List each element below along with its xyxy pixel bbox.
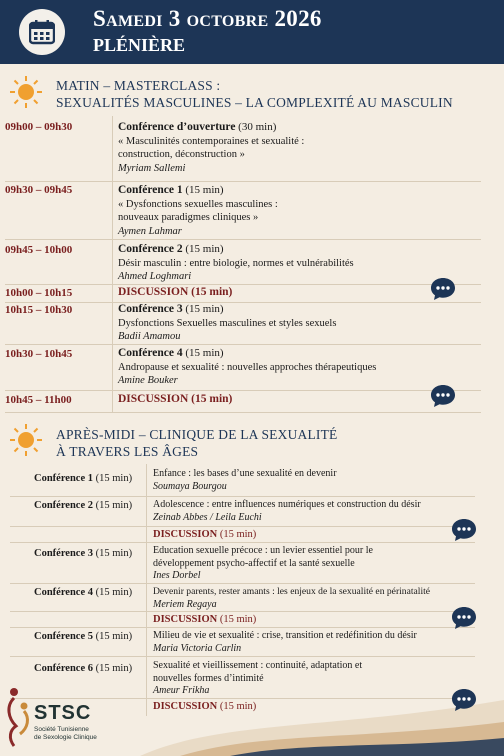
session-title: Conférence 3 — [118, 303, 183, 315]
session-line: Milieu de vie et sexualité : crise, transition et redéfinition du désir — [153, 630, 417, 641]
calendar-icon — [19, 9, 65, 55]
session-title: Conférence 2 — [118, 243, 183, 255]
time-slot: 09h00 – 09h30 — [5, 121, 73, 133]
session-duration: (30 min) — [235, 121, 277, 133]
morning-title-line2: SEXUALITÉS MASCULINES – LA COMPLEXITÉ AU MASCULIN — [56, 95, 453, 110]
session-line: Adolescence : entre influences numériques et construction du désir — [153, 499, 421, 510]
speaker-name: Aymen Lahmar — [118, 225, 182, 237]
chat-bubble-icon — [430, 276, 456, 302]
session-line: Désir masculin : entre biologie, normes et vulnérabilités — [118, 257, 354, 269]
time-slot: 10h00 – 10h15 — [5, 287, 73, 299]
session-line: « Masculinités contemporaines et sexualité : — [118, 135, 305, 147]
session-content — [153, 499, 453, 524]
discussion-label: DISCUSSION (15 min) — [118, 286, 233, 298]
discussion-text: DISCUSSION — [153, 614, 218, 625]
session-title: Conférence d’ouverture — [118, 121, 236, 133]
time-slot: 09h30 – 09h45 — [5, 184, 73, 196]
session-duration: (15 min) — [182, 243, 224, 255]
sun-icon — [8, 422, 44, 458]
conference-label — [34, 473, 132, 484]
chat-bubble-icon — [430, 383, 456, 409]
chat-bubble-icon — [451, 687, 477, 713]
discussion-label — [153, 701, 453, 714]
conference-number: Conférence 5 — [34, 631, 93, 642]
conference-number: Conférence 6 — [34, 663, 93, 674]
session-line: « Dysfonctions sexuelles masculines : — [118, 198, 278, 210]
morning-title — [56, 77, 453, 111]
logo-subtitle — [34, 726, 97, 742]
logo-subtitle-line2: de Sexologie Clinique — [34, 734, 97, 741]
discussion-duration: (15 min) — [217, 614, 257, 625]
session-content — [118, 347, 468, 388]
session-line: Education sexuelle précoce : un levier essentiel pour le — [153, 545, 373, 556]
discussion-duration: (15 min) — [217, 701, 257, 712]
time-slot: 10h45 – 11h00 — [5, 394, 72, 406]
session-line: construction, déconstruction » — [118, 149, 245, 160]
session-title: Conférence 1 — [118, 184, 183, 196]
session-line: Devenir parents, rester amants : les enjeux de la sexualité en périnatalité — [153, 586, 431, 597]
session-line: Sexualité et vieillissement : continuité, adaptation et — [153, 660, 363, 671]
speaker-name: Meriem Regaya — [153, 598, 217, 610]
session-content — [118, 121, 468, 175]
session-line: Dysfonctions Sexuelles masculines et styles sexuels — [118, 317, 337, 329]
conference-label — [34, 587, 132, 598]
sun-icon — [8, 74, 44, 110]
conference-duration: (15 min) — [93, 500, 133, 511]
discussion-text: DISCUSSION — [153, 529, 218, 540]
discussion-duration: (15 min) — [217, 529, 257, 540]
session-content — [118, 303, 468, 344]
chat-bubble-icon — [451, 517, 477, 543]
conference-number: Conférence 3 — [34, 548, 93, 559]
page-subtitle: PLÉNIÈRE — [93, 35, 186, 55]
speaker-name: Badii Amamou — [118, 331, 181, 342]
conference-duration: (15 min) — [93, 587, 133, 598]
speaker-name: Myriam Sallemi — [118, 162, 186, 174]
conference-number: Conférence 2 — [34, 500, 93, 511]
afternoon-title-line2: À TRAVERS LES ÂGES — [56, 444, 199, 459]
conference-number: Conférence 4 — [34, 587, 93, 598]
session-line: Andropause et sexualité : nouvelles approches thérapeutiques — [118, 361, 377, 373]
session-duration: (15 min) — [182, 347, 224, 359]
time-slot: 09h45 – 10h00 — [5, 244, 73, 256]
session-duration: (15 min) — [182, 184, 224, 196]
discussion-label — [153, 529, 453, 542]
conference-label — [34, 548, 132, 559]
session-content — [118, 243, 468, 284]
header-banner — [0, 0, 504, 64]
session-title: Conférence 4 — [118, 347, 183, 359]
morning-title-line1: MATIN – MASTERCLASS : — [56, 78, 221, 93]
time-slot: 10h30 – 10h45 — [5, 348, 73, 360]
afternoon-title-line1: APRÈS-MIDI – CLINIQUE DE LA SEXUALITÉ — [56, 427, 338, 442]
session-content — [153, 468, 453, 493]
conference-label — [34, 500, 132, 511]
speaker-name: Ines Dorbel — [153, 570, 201, 581]
discussion-text: DISCUSSION — [153, 701, 218, 712]
session-content — [153, 630, 453, 655]
session-content — [118, 184, 468, 238]
speaker-name: Ahmed Loghmari — [118, 271, 192, 282]
logo-subtitle-line1: Société Tunisienne — [34, 726, 89, 733]
speaker-name: Ameur Frikha — [153, 685, 210, 696]
page-title: Samedi 3 octobre 2026 — [93, 6, 322, 31]
conference-label — [34, 631, 132, 642]
conference-number: Conférence 1 — [34, 473, 93, 484]
conference-duration: (15 min) — [93, 631, 133, 642]
conference-duration: (15 min) — [93, 548, 133, 559]
session-content — [153, 545, 453, 583]
session-line: Enfance : les bases d’une sexualité en devenir — [153, 468, 337, 479]
afternoon-title — [56, 426, 338, 460]
session-line: nouvelles formes d’intimité — [153, 672, 264, 684]
discussion-label: DISCUSSION (15 min) — [118, 393, 233, 405]
speaker-name: Amine Bouker — [118, 375, 178, 386]
speaker-name: Maria Victoria Carlin — [153, 642, 242, 654]
conference-duration: (15 min) — [93, 663, 133, 674]
logo-name: STSC — [34, 702, 92, 724]
stsc-logo-icon — [4, 686, 34, 748]
session-content — [153, 586, 453, 611]
speaker-name: Soumaya Bourgou — [153, 480, 227, 492]
discussion-label — [153, 614, 453, 627]
session-line: nouveaux paradigmes cliniques » — [118, 212, 259, 223]
speaker-name: Zeinab Abbes / Leila Euchi — [153, 511, 262, 523]
session-line: développement psycho-affectif et la santé sexuelle — [153, 557, 355, 569]
conference-duration: (15 min) — [93, 473, 133, 484]
time-slot: 10h15 – 10h30 — [5, 304, 73, 316]
session-duration: (15 min) — [182, 303, 224, 315]
